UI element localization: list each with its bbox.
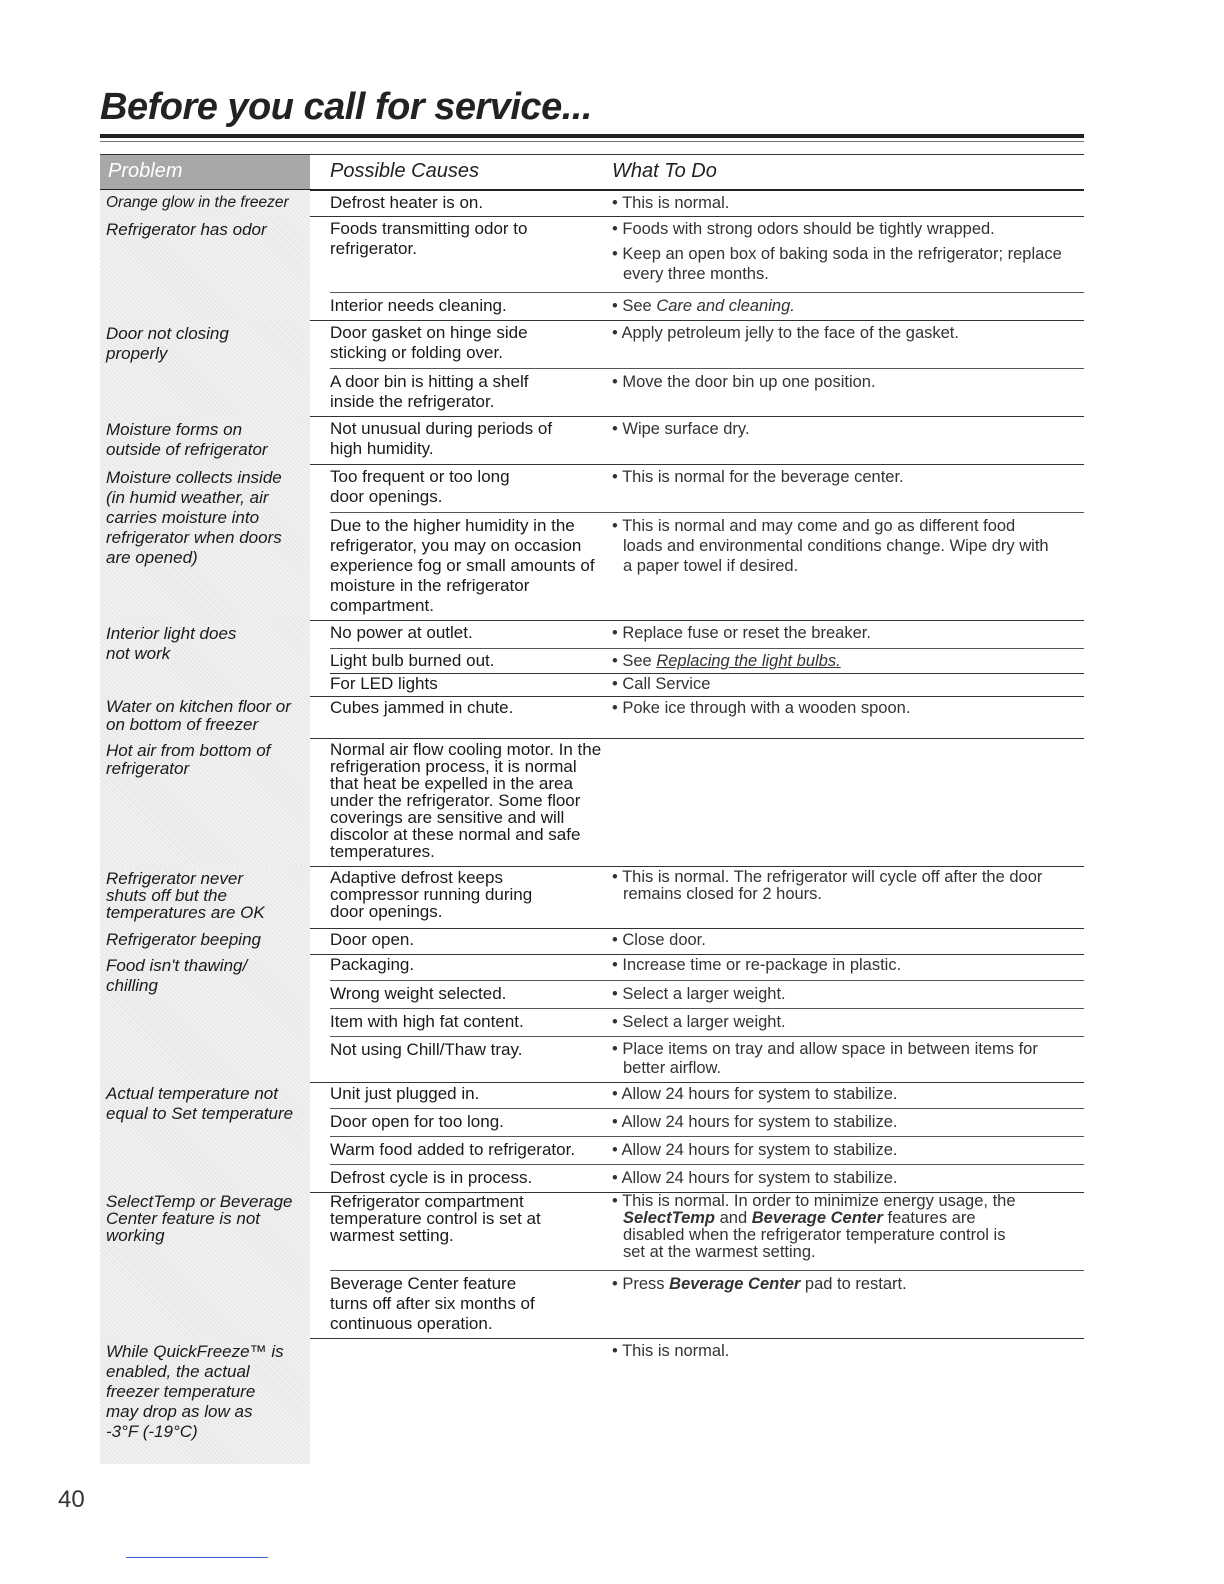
todo-list: • Call Service bbox=[612, 674, 1082, 699]
problem-cell bbox=[100, 1338, 310, 1464]
cause-text: Interior needs cleaning. bbox=[330, 296, 507, 315]
problem-cell bbox=[100, 620, 310, 696]
problem-text: Orange glow in the freezer bbox=[106, 194, 289, 211]
problem-text: While QuickFreeze™ is enabled, the actual freezer temperature may drop as low as -3°F (-19°C) bbox=[106, 1342, 284, 1441]
cause-row bbox=[330, 1008, 1084, 1037]
table-row bbox=[100, 1192, 1084, 1339]
problem-text: Actual temperature not equal to Set temperature bbox=[106, 1084, 294, 1123]
cause-row bbox=[330, 866, 1084, 928]
problem-cell bbox=[100, 464, 310, 620]
todo-list: • See Replacing the light bulbs. bbox=[612, 651, 1082, 676]
cause-row bbox=[330, 1036, 1084, 1083]
table-header bbox=[100, 154, 1084, 191]
cause-row bbox=[330, 1108, 1084, 1137]
problem-cell bbox=[100, 190, 310, 216]
page-number: 40 bbox=[58, 1486, 85, 1513]
problem-text: Refrigerator beeping bbox=[106, 930, 261, 949]
problem-cell bbox=[100, 320, 310, 416]
cause-row bbox=[330, 673, 1084, 697]
problem-text: Hot air from bottom of refrigerator bbox=[106, 741, 271, 778]
todo-list: • Allow 24 hours for system to stabilize. bbox=[612, 1140, 1082, 1165]
problem-text: Food isn't thawing/ chilling bbox=[106, 956, 248, 995]
problem-text: Moisture forms on outside of refrigerator bbox=[106, 420, 268, 459]
todo-list: • Replace fuse or reset the breaker. bbox=[612, 623, 1082, 648]
cause-text: Normal air flow cooling motor. In the refrigeration process, it is normal that heat be expelled in the area under the refrigerator. Some floor coverings are sensitive and will discolor at these normal and safe temperatures. bbox=[330, 740, 602, 861]
todo-list: • Move the door bin up one position. bbox=[612, 372, 1082, 397]
cause-text: Door gasket on hinge side sticking or folding over. bbox=[330, 323, 528, 362]
problem-cell bbox=[100, 416, 310, 464]
cause-row bbox=[330, 512, 1084, 621]
todo-list: • Place items on tray and allow space in between items for better airflow. bbox=[612, 1040, 1082, 1083]
cause-row bbox=[330, 1082, 1084, 1108]
footer-line bbox=[126, 1557, 268, 1558]
cause-text: Beverage Center feature turns off after six months of continuous operation. bbox=[330, 1274, 535, 1333]
table-row bbox=[100, 1338, 1084, 1464]
cause-text: Defrost heater is on. bbox=[330, 193, 484, 212]
problem-cell bbox=[100, 738, 310, 866]
problem-text: Door not closing properly bbox=[106, 324, 229, 363]
todo-list: • This is normal. bbox=[612, 1341, 1082, 1366]
cause-row bbox=[330, 954, 1084, 980]
cause-row bbox=[330, 190, 1084, 216]
todo-list: • Apply petroleum jelly to the face of the gasket. bbox=[612, 323, 1082, 348]
cause-text: No power at outlet. bbox=[330, 623, 473, 642]
problem-cell bbox=[100, 866, 310, 928]
todo-list: • This is normal and may come and go as different food loads and environmental conditions change. Wipe dry with a paper towel if desired. bbox=[612, 516, 1052, 581]
problem-cell bbox=[100, 1192, 310, 1338]
cause-row bbox=[330, 696, 1084, 738]
problem-text: Interior light does not work bbox=[106, 624, 237, 663]
todo-list: • Allow 24 hours for system to stabilize. bbox=[612, 1168, 1082, 1193]
table-row bbox=[100, 216, 1084, 321]
header-what-to-do: What To Do bbox=[612, 160, 717, 182]
table-row bbox=[100, 620, 1084, 697]
cause-row bbox=[330, 292, 1084, 321]
todo-list: • Allow 24 hours for system to stabilize. bbox=[612, 1112, 1082, 1137]
table-row bbox=[100, 696, 1084, 739]
cause-text: Defrost cycle is in process. bbox=[330, 1168, 533, 1187]
cause-row bbox=[330, 980, 1084, 1009]
cause-text: Wrong weight selected. bbox=[330, 984, 507, 1003]
cause-row bbox=[330, 738, 1084, 866]
table-row bbox=[100, 928, 1084, 955]
problem-text: Refrigerator never shuts off but the temperatures are OK bbox=[106, 869, 265, 922]
cross-reference: Replacing the light bulbs. bbox=[656, 652, 841, 670]
cause-row bbox=[330, 464, 1084, 512]
problem-cell bbox=[100, 216, 310, 320]
problem-cell bbox=[100, 1082, 310, 1192]
title-rule-thin bbox=[100, 141, 1084, 142]
todo-list: • Increase time or re-package in plastic. bbox=[612, 955, 1082, 980]
problem-cell bbox=[100, 696, 310, 738]
todo-list: • Foods with strong odors should be tightly wrapped. • Keep an open box of baking soda in the refrigerator; replace every three months. bbox=[612, 219, 1082, 289]
cause-text: Too frequent or too long door openings. bbox=[330, 467, 510, 506]
cause-row bbox=[330, 1338, 1084, 1464]
table-row bbox=[100, 320, 1084, 417]
cause-row bbox=[330, 216, 1084, 292]
todo-list: • See Care and cleaning. bbox=[612, 296, 1082, 321]
todo-list: • Allow 24 hours for system to stabilize. bbox=[612, 1084, 1082, 1109]
table-row bbox=[100, 866, 1084, 929]
cause-text: Foods transmitting odor to refrigerator. bbox=[330, 219, 528, 258]
problem-text: Refrigerator has odor bbox=[106, 220, 267, 239]
problem-text: Moisture collects inside (in humid weather, air carries moisture into refrigerator when doors are opened) bbox=[106, 468, 282, 567]
header-problem: Problem bbox=[100, 155, 310, 189]
todo-list: • Select a larger weight. bbox=[612, 1012, 1082, 1037]
todo-list: • This is normal for the beverage center. bbox=[612, 467, 1082, 492]
cause-row bbox=[330, 620, 1084, 648]
cause-text: Not using Chill/Thaw tray. bbox=[330, 1040, 523, 1059]
cause-row bbox=[330, 416, 1084, 464]
page-title: Before you call for service... bbox=[100, 86, 592, 128]
cause-text: Due to the higher humidity in the refrigerator, you may on occasion experience fog or small amounts of moisture in the refrigerator compartment. bbox=[330, 516, 595, 615]
todo-list: • This is normal. The refrigerator will cycle off after the door remains closed for 2 hours. bbox=[612, 869, 1082, 908]
problem-text: Water on kitchen floor or on bottom of freezer bbox=[106, 697, 291, 734]
cause-row bbox=[330, 648, 1084, 674]
todo-list: • Poke ice through with a wooden spoon. bbox=[612, 698, 1082, 723]
problem-cell bbox=[100, 954, 310, 1082]
cause-text: Item with high fat content. bbox=[330, 1012, 524, 1031]
todo-list: • Select a larger weight. bbox=[612, 984, 1082, 1009]
cause-text: For LED lights bbox=[330, 674, 438, 693]
todo-list: • Wipe surface dry. bbox=[612, 419, 1082, 444]
cross-reference: Care and cleaning. bbox=[656, 297, 795, 315]
title-rule bbox=[100, 134, 1084, 138]
cause-row bbox=[330, 928, 1084, 954]
todo-list: • This is normal. bbox=[612, 193, 1082, 218]
cause-text: Door open for too long. bbox=[330, 1112, 504, 1131]
table-row bbox=[100, 1082, 1084, 1193]
cause-text: Unit just plugged in. bbox=[330, 1084, 480, 1103]
table-row bbox=[100, 190, 1084, 217]
header-possible-causes: Possible Causes bbox=[330, 160, 479, 182]
problem-cell bbox=[100, 928, 310, 954]
table-row bbox=[100, 464, 1084, 621]
cause-text: Door open. bbox=[330, 930, 415, 949]
table-row bbox=[100, 738, 1084, 867]
cause-text: Adaptive defrost keeps compressor running during door openings. bbox=[330, 868, 533, 921]
problem-text: SelectTemp or Beverage Center feature is not working bbox=[106, 1192, 293, 1245]
cause-text: Refrigerator compartment temperature control is set at warmest setting. bbox=[330, 1192, 541, 1245]
todo-list: • Press Beverage Center pad to restart. bbox=[612, 1274, 1082, 1299]
cause-text: A door bin is hitting a shelf inside the refrigerator. bbox=[330, 372, 529, 411]
cause-row bbox=[330, 320, 1084, 368]
cause-text: Light bulb burned out. bbox=[330, 651, 495, 670]
todo-list: • Close door. bbox=[612, 930, 1082, 955]
cause-text: Not unusual during periods of high humidity. bbox=[330, 419, 553, 458]
table-row bbox=[100, 954, 1084, 1083]
cause-text: Warm food added to refrigerator. bbox=[330, 1140, 576, 1159]
cause-text: Cubes jammed in chute. bbox=[330, 698, 514, 717]
cause-row bbox=[330, 368, 1084, 417]
cause-row bbox=[330, 1270, 1084, 1339]
todo-list: • This is normal. In order to minimize energy usage, the SelectTemp and Beverage Center features are disabled when the refrigerator temperature control is set at the warmest setting. bbox=[612, 1193, 1022, 1266]
cause-row bbox=[330, 1136, 1084, 1165]
cause-row bbox=[330, 1164, 1084, 1193]
table-row bbox=[100, 416, 1084, 465]
cause-text: Packaging. bbox=[330, 955, 415, 974]
cause-row bbox=[330, 1192, 1084, 1270]
